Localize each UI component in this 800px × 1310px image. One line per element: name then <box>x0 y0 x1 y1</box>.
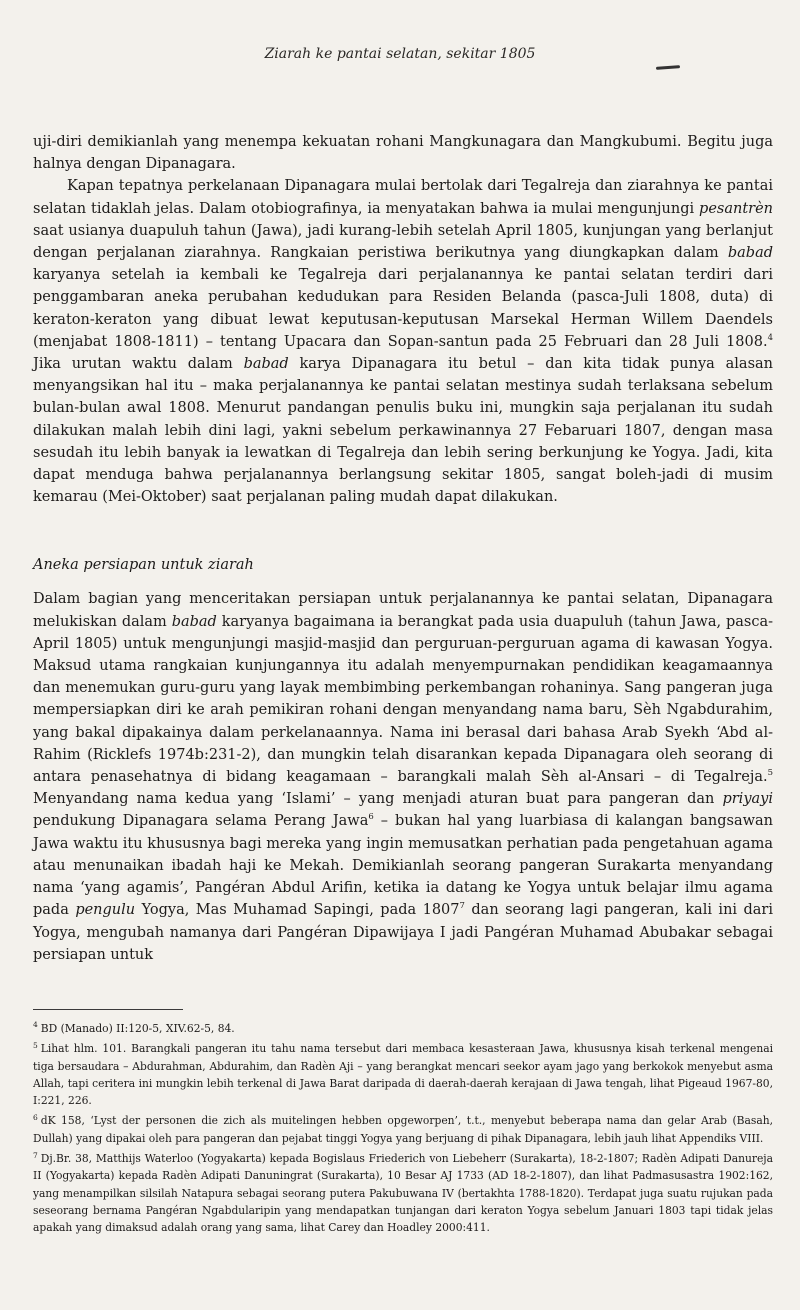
corner-mark <box>656 65 680 70</box>
text-run: Kapan tepatnya perkelanaan Dipanagara mulai bertolak dari Tegalreja dan ziarahnya ke pantai selatan tidaklah jelas. Dalam otobiografinya, ia menyatakan bahwa ia mulai mengunjungi <box>33 178 773 217</box>
italic-term: priyayi <box>722 791 773 808</box>
paragraph <box>33 175 773 508</box>
footnotes <box>33 1020 773 1240</box>
section-heading: Aneka persiapan untuk ziarah <box>33 557 254 574</box>
italic-term: babad <box>727 245 773 262</box>
main-paragraphs <box>33 131 773 508</box>
italic-term: babad <box>243 356 289 373</box>
text-run: Yogya, Mas Muhamad Sapingi, pada 1807 <box>135 902 460 919</box>
footnote <box>33 1112 773 1147</box>
footnote-ref: 4 <box>767 333 773 343</box>
italic-term: pesantrèn <box>699 200 773 217</box>
body-text <box>33 131 773 966</box>
paragraph <box>33 131 773 175</box>
footnote-text: dK 158, ‘Lyst der personen die zich als muitelingen hebben opgeworpen’, t.t., menyebut beberapa nama dan gelar Arab (Basah, Dullah) yang dipakai oleh para pangeran dan pejabat tinggi Yogya yang berjuang di pihak Dipanagara, lebih jauh lihat Appendiks VIII. <box>33 1114 773 1145</box>
text-run: – bukan hal yang luarbiasa di kalangan bangsawan Jawa waktu itu khususnya bagi mereka yang ingin memusatkan perhatian pada pengetahuan agama atau menunaikan ibadah haji ke Mekah. Demikianlah seorang pangeran Surakarta menyandang nama ‘yang agamis’, Pangéran Abdul Arifin, ketika ia datang ke Yogya untuk belajar ilmu agama pada <box>33 813 773 919</box>
text-run: pendukung Dipanagara selama Perang Jawa <box>33 813 369 830</box>
text-run: uji-diri demikianlah yang menempa kekuatan rohani Mangkunagara dan Mangkubumi. Begitu juga halnya dengan Dipanagara. <box>33 134 773 173</box>
text-run: saat usianya duapuluh tahun (Jawa), jadi kurang-lebih setelah April 1805, kunjungan yang berlanjut dengan perjalanan ziarahnya. Rangkaian peristiwa berikutnya yang diungkapkan dalam <box>33 222 773 262</box>
footnote-number: 5 <box>33 1040 38 1050</box>
footnote-number: 7 <box>33 1150 38 1160</box>
footnote-number: 6 <box>33 1112 38 1122</box>
text-run: karyanya bagaimana ia berangkat pada usia duapuluh (tahun Jawa, pasca-April 1805) untuk mengunjungi masjid-masjid dan perguruan-perguruan agama di kawasan Yogya. Maksud utama rangkaian kunjungannya itu adalah menyempurnakan pendidikan keagamaannya dan menemukan guru-guru yang layak membimbing perkembangan rohaninya. Sang pangeran juga mempersiapkan diri ke arah pemikiran rohani dengan menyandang nama baru, Sèh Ngabdurahim, yang bakal dipakainya dalam perkelanaannya. Nama ini berasal dari bahasa Arab Syekh ‘Abd al-Rahim (Ricklefs 1974b:231-2), dan mungkin telah disarankan kepada Dipanagara oleh seorang di antara penasehatnya di bidang keagamaan – barangkali malah Sèh al-Ansari – di Tegalreja. <box>33 613 773 786</box>
text-run: karyanya setelah ia kembali ke Tegalreja dari perjalanannya ke pantai selatan terdiri dari penggambaran aneka perubahan kedudukan para Residen Belanda (pasca-Juli 1808, duta) di keraton-keraton yang dibuat lewat keputusan-keputusan Marsekal Herman Willem Daendels (menjabat 1808-1811) – tentang Upacara dan Sopan-santun pada 25 Februari dan 28 Juli 1808. <box>33 267 773 350</box>
footnote-text: Dj.Br. 38, Matthijs Waterloo (Yogyakarta) kepada Bogislaus Friederich von Liebeherr (Surakarta), 18-2-1807; Radèn Adipati Danureja II (Yogyakarta) kepada Radèn Adipati Danuningrat (Surakarta), 10 Besar AJ 1733 (AD 18-2-1807), dan lihat Padmasusastra 1902:162, yang menampilkan silsilah Natapura sebagai seorang putera Pakubuwana IV (bertakhta 1788-1820). Terdapat juga suatu rujukan pada seseorang bernama Pangéran Ngabdularipin yang mendapatkan tunjangan dari keraton Yogya sebelum Januari 1803 tapi tidak jelas apakah yang dimaksud adalah orang yang sama, lihat Carey dan Hoadley 2000:411. <box>33 1152 773 1235</box>
footnote-text: BD (Manado) II:120-5, XIV.62-5, 84. <box>40 1022 235 1035</box>
text-run: Dalam bagian yang menceritakan persiapan untuk perjalanannya ke pantai selatan, Dipanagara melukiskan dalam <box>33 591 773 630</box>
text-run: Menyandang nama kedua yang ‘Islami’ – yang menjadi aturan buat para pangeran dan <box>33 791 723 808</box>
footnote-ref: 6 <box>368 812 374 823</box>
footnote <box>33 1150 773 1236</box>
text-run: Jika urutan waktu dalam <box>33 356 244 373</box>
text-run: dan seorang lagi pangeran, kali ini dari Yogya, mengubah namanya dari Pangéran Dipawijaya I jadi Pangéran Muhamad Abubakar sebagai persiapan untuk <box>33 902 773 963</box>
footnote-ref: 5 <box>767 768 773 779</box>
footnote <box>33 1020 773 1037</box>
running-head: Ziarah ke pantai selatan, sekitar 1805 <box>264 46 536 62</box>
paragraph <box>33 588 773 965</box>
section-paragraphs <box>33 588 773 965</box>
footnote-rule <box>33 1009 183 1010</box>
footnote-number: 4 <box>33 1020 38 1030</box>
italic-term: babad <box>171 613 217 630</box>
footnote-text: Lihat hlm. 101. Barangkali pangeran itu tahu nama tersebut dari membaca kesasteraan Jawa, khususnya kisah terkenal mengenai tiga bersaudara – Abdurahman, Abdurahim, dan Radèn Aji – yang berangkat mencari seekor ayam jago yang berkokok menyebut asma Allah, tapi ceritera ini mungkin lebih terkenal di Jawa Barat daripada di daerah-daerah kerajaan di Jawa tengah, lihat Pigeaud 1967-80, I:221, 226. <box>33 1042 773 1108</box>
footnote-ref: 7 <box>459 901 465 912</box>
text-run: karya Dipanagara itu betul – dan kita tidak punya alasan menyangsikan hal itu – maka perjalanannya ke pantai selatan mestinya sudah terlaksana sebelum bulan-bulan awal 1808. Menurut pandangan penulis buku ini, mungkin saja perjalanan itu sudah dilakukan malah lebih dini lagi, yakni sebelum perkawinannya 27 Febaruari 1807, dengan masa sesudah itu lebih banyak ia lewatkan di Tegalreja dan lebih sering berkunjung ke Yogya. Jadi, kita dapat menduga bahwa perjalanannya berlangsung sekitar 1805, sangat boleh-jadi di musim kemarau (Mei-Oktober) saat perjalanan paling mudah dapat dilakukan. <box>33 356 773 506</box>
italic-term: pengulu <box>75 902 136 919</box>
footnote <box>33 1040 773 1109</box>
